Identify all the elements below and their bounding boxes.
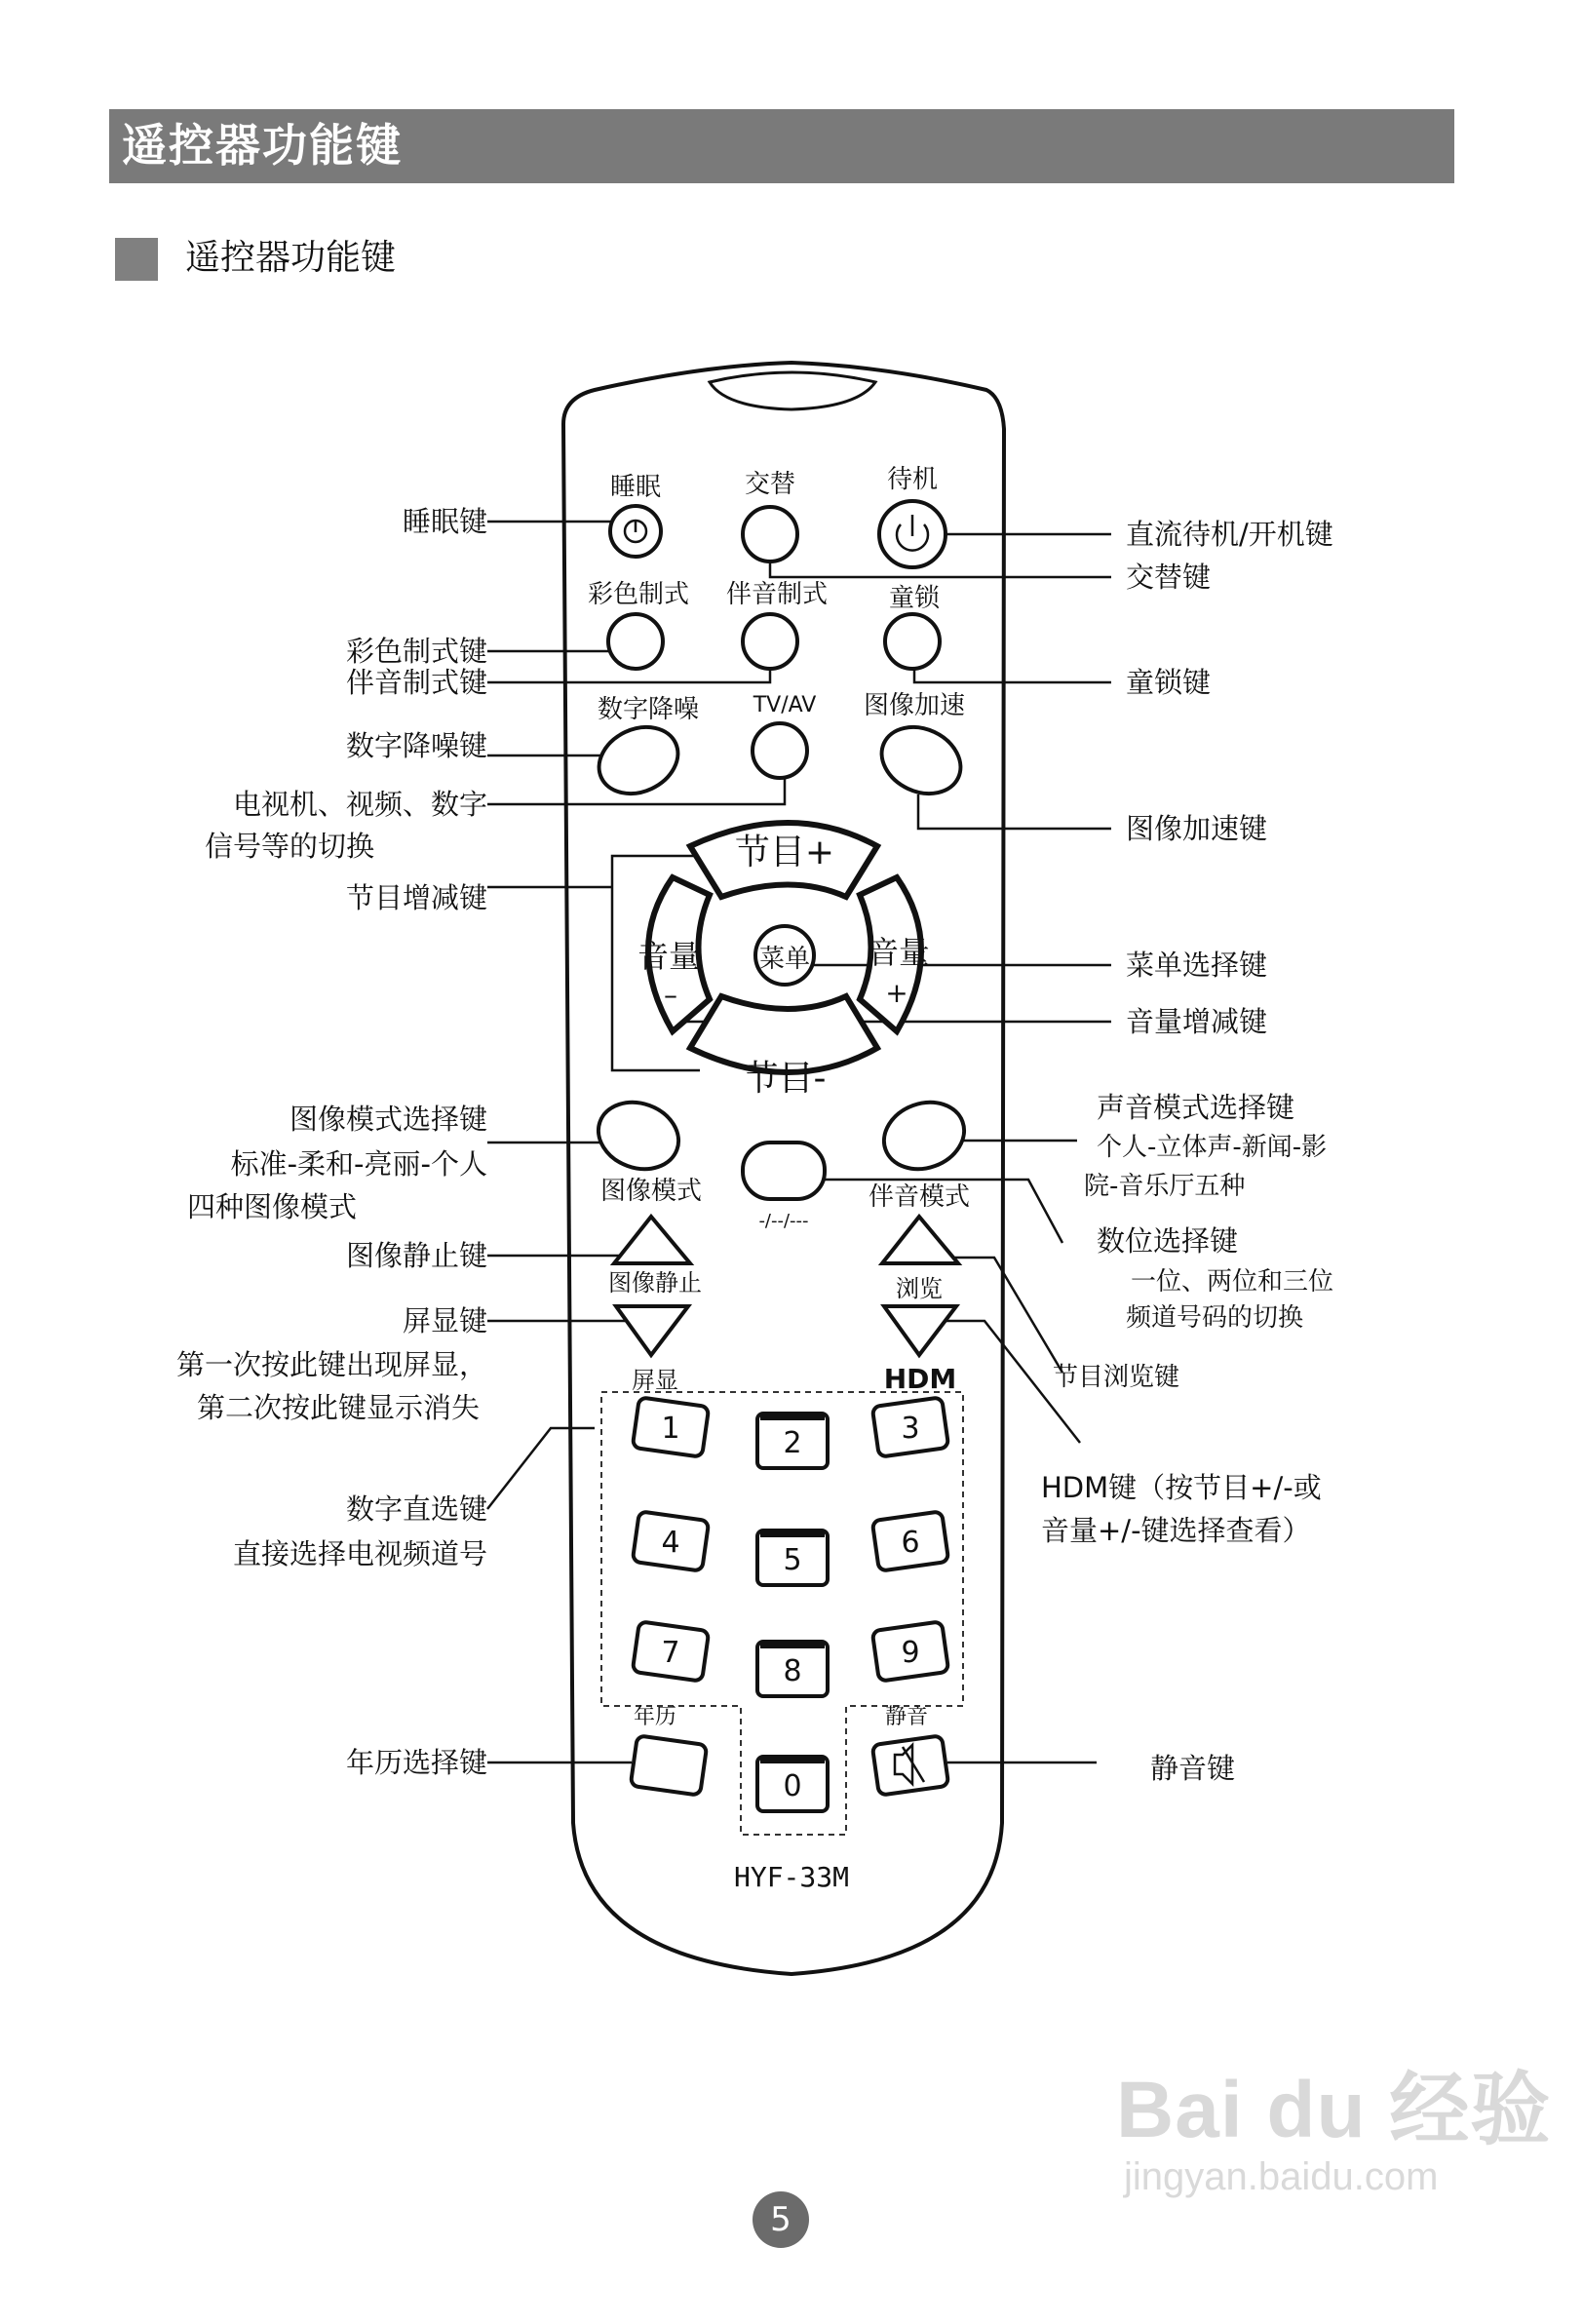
digit-8: 8 [783,1654,802,1688]
callout-sound-mode-1: 声音模式选择键 [1097,1091,1295,1124]
label-display: 屏显 [632,1367,678,1394]
callout-mute: 静音键 [1150,1752,1236,1785]
watermark-logo: Bai du 经验 [1116,2066,1552,2154]
callout-program: 节目增减键 [345,881,487,914]
callout-display-1: 屏显键 [402,1304,487,1337]
callout-display-3: 第二次按此键显示消失 [196,1391,480,1424]
label-child-lock: 童锁 [888,584,941,613]
callout-volume: 音量增减键 [1126,1005,1268,1038]
color-system-button [608,614,663,669]
label-menu: 菜单 [758,945,811,974]
callout-digits-2: 直接选择电视频道号 [232,1537,487,1570]
digit-6: 6 [901,1526,920,1560]
digit-3: 3 [901,1412,920,1446]
label-digital-nr: 数字降噪 [597,695,700,724]
sound-system-button [743,614,797,669]
swap-button [743,507,797,562]
label-prog-down: 节目- [743,1059,827,1099]
callout-digit-select-1: 数位选择键 [1097,1224,1239,1258]
label-sound-mode: 伴音模式 [868,1182,971,1212]
model-number: HYF-33M [733,1861,850,1893]
callout-sleep: 睡眠键 [402,505,487,538]
label-color-system: 彩色制式 [587,580,690,609]
label-digit-select: -/--/--- [758,1211,809,1231]
tv-av-button [753,723,807,778]
callout-sound-system: 伴音制式键 [345,666,487,699]
callout-calendar: 年历选择键 [345,1746,487,1779]
callout-picture-accel: 图像加速键 [1126,812,1268,845]
label-mute: 静音 [884,1705,929,1729]
calendar-button [631,1735,708,1796]
callout-hdm-2: 音量+/-键选择查看） [1041,1514,1311,1547]
callout-hdm-1: HDM键（按节目+/-或 [1041,1471,1322,1504]
callout-child-lock: 童锁键 [1126,666,1212,699]
baidu-watermark [1116,2067,1551,2199]
label-browse: 浏览 [896,1275,943,1302]
digit-0: 0 [783,1769,802,1803]
callout-picture-mode-3: 四种图像模式 [187,1190,358,1223]
watermark-url: jingyan.baidu.com [1124,2155,1439,2198]
callout-browse: 节目浏览键 [1053,1363,1180,1392]
callout-sound-mode-2: 个人-立体声-新闻-影 [1097,1133,1328,1162]
label-prog-up: 节目+ [734,833,835,872]
callout-picture-mode-2: 标准-柔和-亮丽-个人 [230,1147,487,1181]
digit-2: 2 [783,1426,802,1460]
callout-digit-select-3: 频道号码的切换 [1126,1303,1304,1333]
child-lock-button [885,614,940,669]
callout-digits-1: 数字直选键 [345,1492,487,1526]
callout-color-system: 彩色制式键 [345,635,487,668]
page-number: 5 [753,2191,809,2248]
page-title: 遥控器功能键 [122,119,403,172]
callout-swap: 交替键 [1126,561,1212,594]
callout-digit-select-2: 一位、两位和三位 [1131,1267,1334,1297]
label-vol-left: 音量 [637,938,701,975]
callout-tv-av-1: 电视机、视频、数字 [232,788,487,821]
callout-tv-av-2: 信号等的切换 [205,830,375,863]
mute-button [872,1735,949,1796]
digit-9: 9 [901,1636,920,1670]
label-plus: + [885,977,908,1009]
callout-digital-nr: 数字降噪键 [345,729,487,762]
label-hdm: HDM [883,1363,957,1395]
callout-sound-mode-3: 院-音乐厅五种 [1084,1172,1246,1201]
label-swap: 交替 [744,470,796,499]
callout-freeze: 图像静止键 [345,1239,487,1272]
digit-1: 1 [661,1412,680,1446]
callout-picture-mode-1: 图像模式选择键 [289,1103,487,1136]
label-sleep: 睡眠 [609,473,662,502]
digit-7: 7 [661,1636,680,1670]
digit-4: 4 [661,1526,680,1560]
callout-standby: 直流待机/开机键 [1126,518,1333,551]
digit-select-button [743,1143,825,1199]
label-picture-mode: 图像模式 [599,1177,703,1206]
callout-display-2: 第一次按此键出现屏显， [175,1348,487,1381]
label-standby: 待机 [886,465,939,494]
label-minus: – [664,979,677,1011]
digit-5: 5 [783,1543,802,1577]
label-picture-accel: 图像加速 [863,691,966,720]
label-vol-right: 音量 [867,934,931,971]
label-calendar: 年历 [633,1705,677,1729]
label-sound-system: 伴音制式 [725,580,829,609]
label-tv-av: TV/AV [753,693,817,717]
callout-menu: 菜单选择键 [1126,949,1268,982]
section-title: 遥控器功能键 [185,238,397,278]
label-freeze: 图像静止 [608,1269,702,1297]
